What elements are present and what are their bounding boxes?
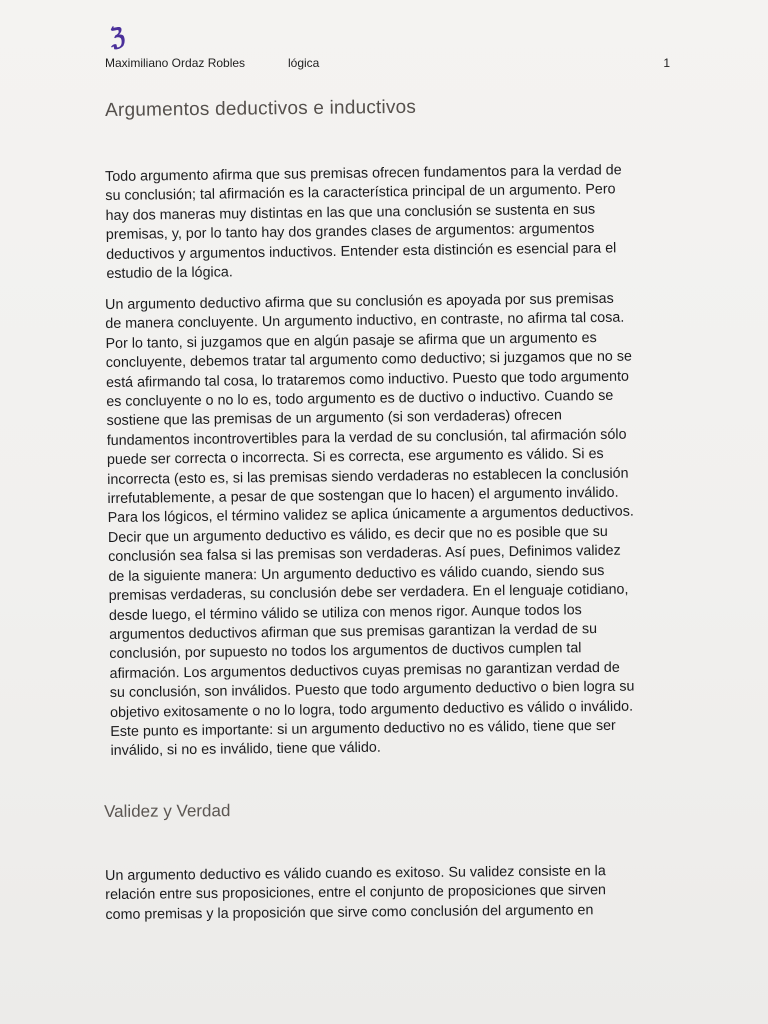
paragraph-line: concluyente, debemos tratar tal argumento como deductivo; si juzgamos que no se	[105, 348, 632, 372]
paragraph-line: está afirmando tal cosa, lo trataremos como inductivo. Puesto que todo argumento	[105, 368, 630, 391]
paragraph-line: estudio de la lógica.	[106, 264, 233, 283]
paragraph-line: deductivos y argumentos inductivos. Entender esta distinción es esencial para el	[106, 239, 617, 263]
paragraph-line: inválido, si no es inválido, tiene que válido.	[110, 740, 381, 760]
paragraph-line: irrefutablemente, a pesar de que sostengan que lo hacen) el argumento inválido.	[107, 484, 619, 508]
paragraph-line: argumentos deductivos afirman que sus premisas garantizan la verdad de su	[109, 620, 598, 643]
paragraph-validez	[105, 862, 666, 926]
paragraph-deductive-definition	[105, 289, 671, 762]
section-title-deductivos-inductivos: Argumentos deductivos e inductivos	[105, 96, 417, 121]
paragraph-line: afirmación. Los argumentos deductivos cuyas premisas no garantizan verdad de	[109, 659, 620, 682]
author-name: Maximiliano Ordaz Robles	[105, 56, 246, 70]
paragraph-line: Un argumento deductivo es válido cuando es exitoso. Su validez consiste en la	[105, 863, 606, 884]
paragraph-line: su conclusión; tal afirmación es la característica principal de un argumento. Pero	[105, 181, 616, 205]
paragraph-line: desde luego, el término válido se utiliza con menos rigor. Aunque todos los	[108, 601, 582, 624]
paragraph-line: premisas, y, por lo tanto hay dos grandes clases de argumentos: argumentos	[105, 220, 595, 244]
paragraph-line: fundamentos incontrovertibles para la verdad de su conclusión, tal afirmación sólo	[106, 426, 627, 449]
paragraph-line: puede ser correcta o incorrecta. Si es correcta, ese argumento es válido. Si es	[106, 446, 604, 469]
paragraph-line: su conclusión, son inválidos. Puesto que todo argumento deductivo o bien logra su	[109, 678, 635, 702]
paragraph-line: es concluyente o no lo es, todo argumento es de ductivo o inductivo. Cuando se	[106, 387, 614, 411]
paragraph-line: conclusión sea falsa si las premisas son verdaderas. Así pues, Definimos validez	[108, 543, 621, 566]
section-title-validez-verdad: Validez y Verdad	[104, 801, 231, 821]
handwritten-mark: ℨ	[108, 21, 127, 52]
paragraph-line: como premisas y la proposición que sirve como conclusión del argumento en	[105, 902, 594, 923]
paragraph-line: objetivo exitosamente o no lo logra, todo argumento deductivo es válido o inválido.	[109, 698, 634, 721]
paragraph-line: Un argumento deductivo afirma que su conclusión es apoyada por sus premisas	[105, 290, 614, 313]
paragraph-line: de manera concluyente. Un argumento inductivo, en contraste, no afirma tal cosa.	[105, 310, 625, 333]
paragraph-line: incorrecta (esto es, si las premisas siendo verdaderas no establecen la conclusión	[107, 465, 629, 488]
paragraph-line: Este punto es importante: si un argumento deductivo no es válido, tiene que ser	[110, 717, 616, 740]
paragraph-line: premisas verdaderas, su conclusión debe ser verdadera. En el lenguaje cotidiano,	[108, 581, 629, 605]
paragraph-intro	[105, 161, 666, 285]
paragraph-line: Decir que un argumento deductivo es válido, es decir que no es posible que su	[107, 523, 608, 546]
paragraph-line: Por lo tanto, si juzgamos que en algún pasaje se afirma que un argumento es	[105, 329, 597, 352]
paragraph-line: Para los lógicos, el término validez se aplica únicamente a argumentos deductivos.	[107, 504, 634, 527]
paragraph-line: hay dos maneras muy distintas en las que una conclusión se sustenta en sus	[105, 201, 596, 224]
paragraph-line: Todo argumento afirma que sus premisas ofrecen fundamentos para la verdad de	[105, 162, 622, 185]
paragraph-line: relación entre sus proposiciones, entre el conjunto de proposiciones que sirven	[105, 882, 607, 904]
page-number: 1	[663, 56, 670, 70]
paragraph-line: sostiene que las premisas de un argumento (si son verdaderas) ofrecen	[106, 407, 562, 430]
page-header	[105, 56, 670, 72]
paragraph-line: de la siguiente manera: Un argumento deductivo es válido cuando, siendo sus	[108, 562, 605, 585]
paragraph-line: conclusión, por supuesto no todos los argumentos de ductivos cumplen tal	[109, 640, 582, 663]
subject-name: lógica	[288, 56, 320, 70]
